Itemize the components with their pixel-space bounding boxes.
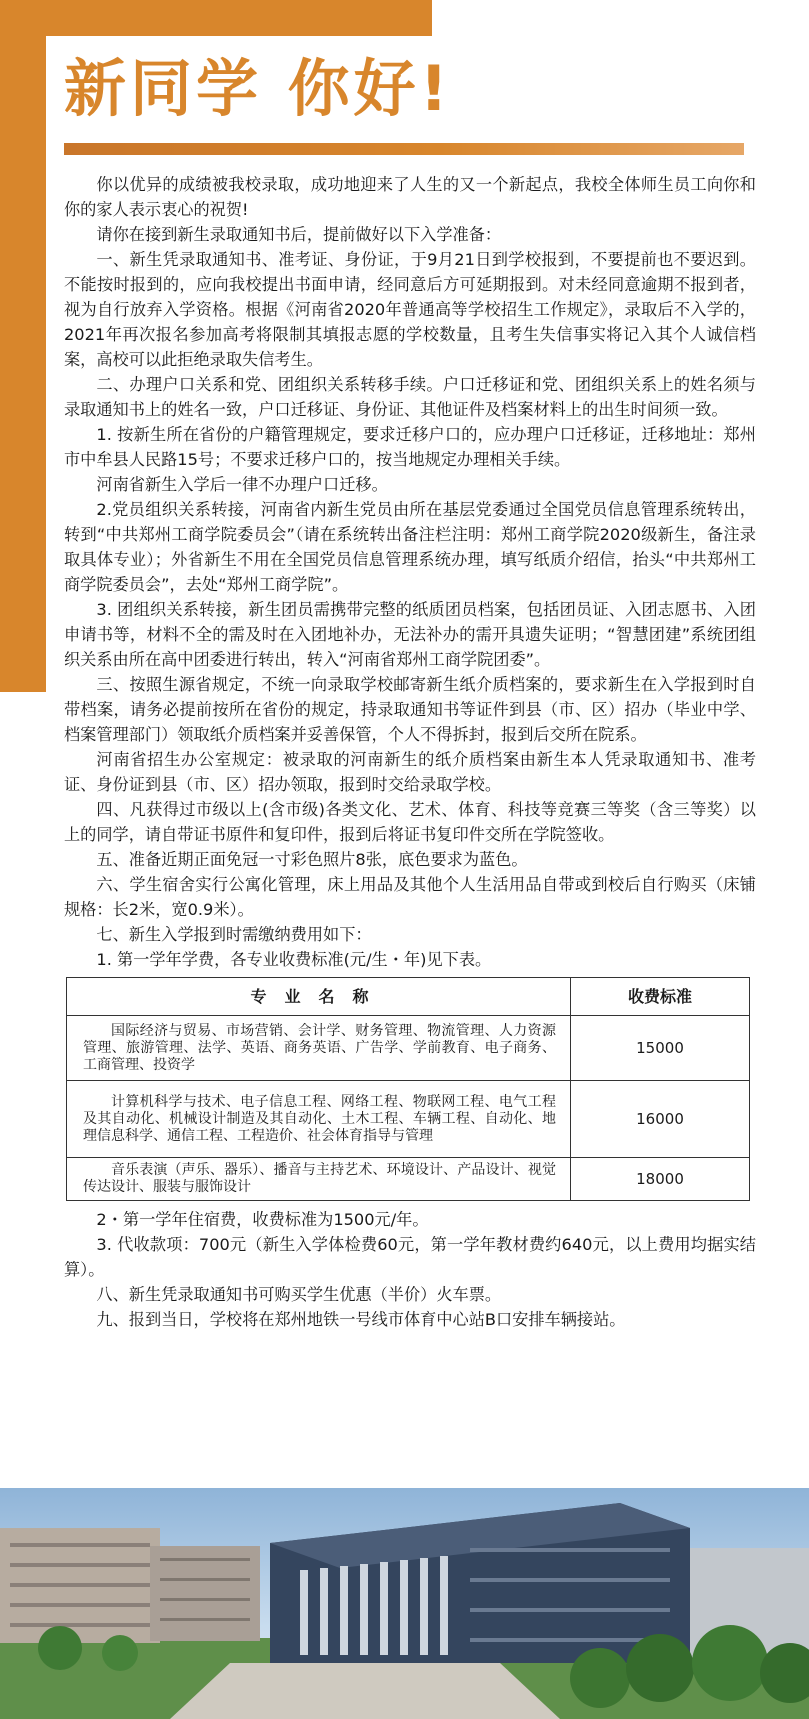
paragraph: 七、新生入学报到时需缴纳费用如下： (96, 925, 372, 944)
majors-cell: 国际经济与贸易、市场营销、会计学、财务管理、物流管理、人力资源管理、旅游管理、法学、英语、商务英语、广告学、学前教育、电子商务、工商管理、投资学 (67, 1016, 571, 1081)
fee-cell: 15000 (571, 1016, 750, 1081)
paragraph: 九、报到当日，学校将在郑州地铁一号线市体育中心站B口安排车辆接站。 (96, 1310, 626, 1329)
fee-cell: 18000 (571, 1158, 750, 1201)
paragraph: 一、新生凭录取通知书、准考证、身份证，于9月21日到学校报到，不要提前也不要迟到。不能按时报到的，应向我校提出书面申请，经同意后方可延期报到。对未经同意逾期不报到者，视为自行放弃入学资格。根据《河南省2020年普通高等学校招生工作规定》，录取后不入学的，2021年再次报名参加高考将限制其填报志愿的学校数量，且考生失信事实将记入其个人诚信档案，高校可以此拒绝录取失信考生。 (64, 250, 756, 369)
campus-photo (0, 1488, 809, 1719)
paragraph: 1. 第一学年学费，各专业收费标准(元/生・年)见下表。 (96, 950, 492, 969)
paragraph: 2・第一学年住宿费，收费标准为1500元/年。 (96, 1210, 429, 1229)
paragraph: 3. 团组织关系转接，新生团员需携带完整的纸质团员档案，包括团员证、入团志愿书、入团申请书等，材料不全的需及时在入团地补办，无法补办的需开具遗失证明；“智慧团建”系统团组织关系由所在高中团委进行转出，转入“河南省郑州工商学院团委”。 (64, 600, 756, 669)
headline: 新同学 你好! (64, 52, 452, 125)
paragraph: 六、学生宿舍实行公寓化管理，床上用品及其他个人生活用品自带或到校后自行购买（床铺规格：长2米，宽0.9米）。 (64, 875, 756, 919)
tuition-fee-table (66, 977, 750, 1201)
majors-cell: 计算机科学与技术、电子信息工程、网络工程、物联网工程、电气工程及其自动化、机械设计制造及其自动化、土木工程、车辆工程、自动化、地理信息科学、通信工程、工程造价、社会体育指导与管理 (67, 1081, 571, 1158)
majors-cell: 音乐表演（声乐、器乐）、播音与主持艺术、环境设计、产品设计、视觉传达设计、服装与服饰设计 (67, 1158, 571, 1201)
paragraph: 五、准备近期正面免冠一寸彩色照片8张，底色要求为蓝色。 (96, 850, 528, 869)
paragraph: 3. 代收款项：700元（新生入学体检费60元，第一学年教材费约640元，以上费用均据实结算）。 (64, 1235, 756, 1279)
paragraph: 河南省招生办公室规定：被录取的河南新生的纸介质档案由新生本人凭录取通知书、准考证、身份证到县（市、区）招办领取，报到时交给录取学校。 (64, 750, 756, 794)
paragraph: 2.党员组织关系转接，河南省内新生党员由所在基层党委通过全国党员信息管理系统转出，转到“中共郑州工商学院委员会”（请在系统转出备注栏注明：郑州工商学院2020级新生，备注录取具体专业）；外省新生不用在全国党员信息管理系统办理，填写纸质介绍信，抬头“中共郑州工商学院委员会”，去处“郑州工商学院”。 (64, 500, 756, 594)
paragraph: 八、新生凭录取通知书可购买学生优惠（半价）火车票。 (96, 1285, 502, 1304)
paragraph: 河南省新生入学后一律不办理户口迁移。 (96, 475, 388, 494)
paragraph: 1. 按新生所在省份的户籍管理规定，要求迁移户口的，应办理户口迁移证，迁移地址：郑州市中牟县人民路15号；不要求迁移户口的，按当地规定办理相关手续。 (64, 425, 756, 469)
fee-cell: 16000 (571, 1081, 750, 1158)
column-header-major: 专业名称 (67, 978, 571, 1016)
paragraph: 三、按照生源省规定，不统一向录取学校邮寄新生纸介质档案的，要求新生在入学报到时自带档案，请务必提前按所在省份的规定，持录取通知书等证件到县（市、区）招办（毕业中学、档案管理部门）领取纸介质档案并妥善保管，个人不得拆封，报到后交所在院系。 (64, 675, 756, 744)
paragraph: 二、办理户口关系和党、团组织关系转移手续。户口迁移证和党、团组织关系上的姓名须与录取通知书上的姓名一致，户口迁移证、身份证、其他证件及档案材料上的出生时间须一致。 (64, 375, 756, 419)
paragraph: 你以优异的成绩被我校录取，成功地迎来了人生的又一个新起点，我校全体师生员工向你和你的家人表示衷心的祝贺! (64, 175, 756, 219)
top-accent-band (0, 0, 432, 36)
plaza (170, 1663, 560, 1719)
table-row (67, 1081, 750, 1158)
paragraph: 四、凡获得过市级以上(含市级)各类文化、艺术、体育、科技等竞赛三等奖（含三等奖）以上的同学，请自带证书原件和复印件，报到后将证书复印件交所在学院签收。 (64, 800, 756, 844)
table-header-row (67, 978, 750, 1016)
campus-illustration (0, 1488, 809, 1719)
headline-underline (64, 143, 744, 155)
paragraph: 请你在接到新生录取通知书后，提前做好以下入学准备： (96, 225, 502, 244)
table-row (67, 1158, 750, 1201)
side-accent-band (0, 36, 46, 692)
column-header-fee: 收费标准 (571, 978, 750, 1016)
letter-body (64, 172, 756, 1332)
table-row (67, 1016, 750, 1081)
